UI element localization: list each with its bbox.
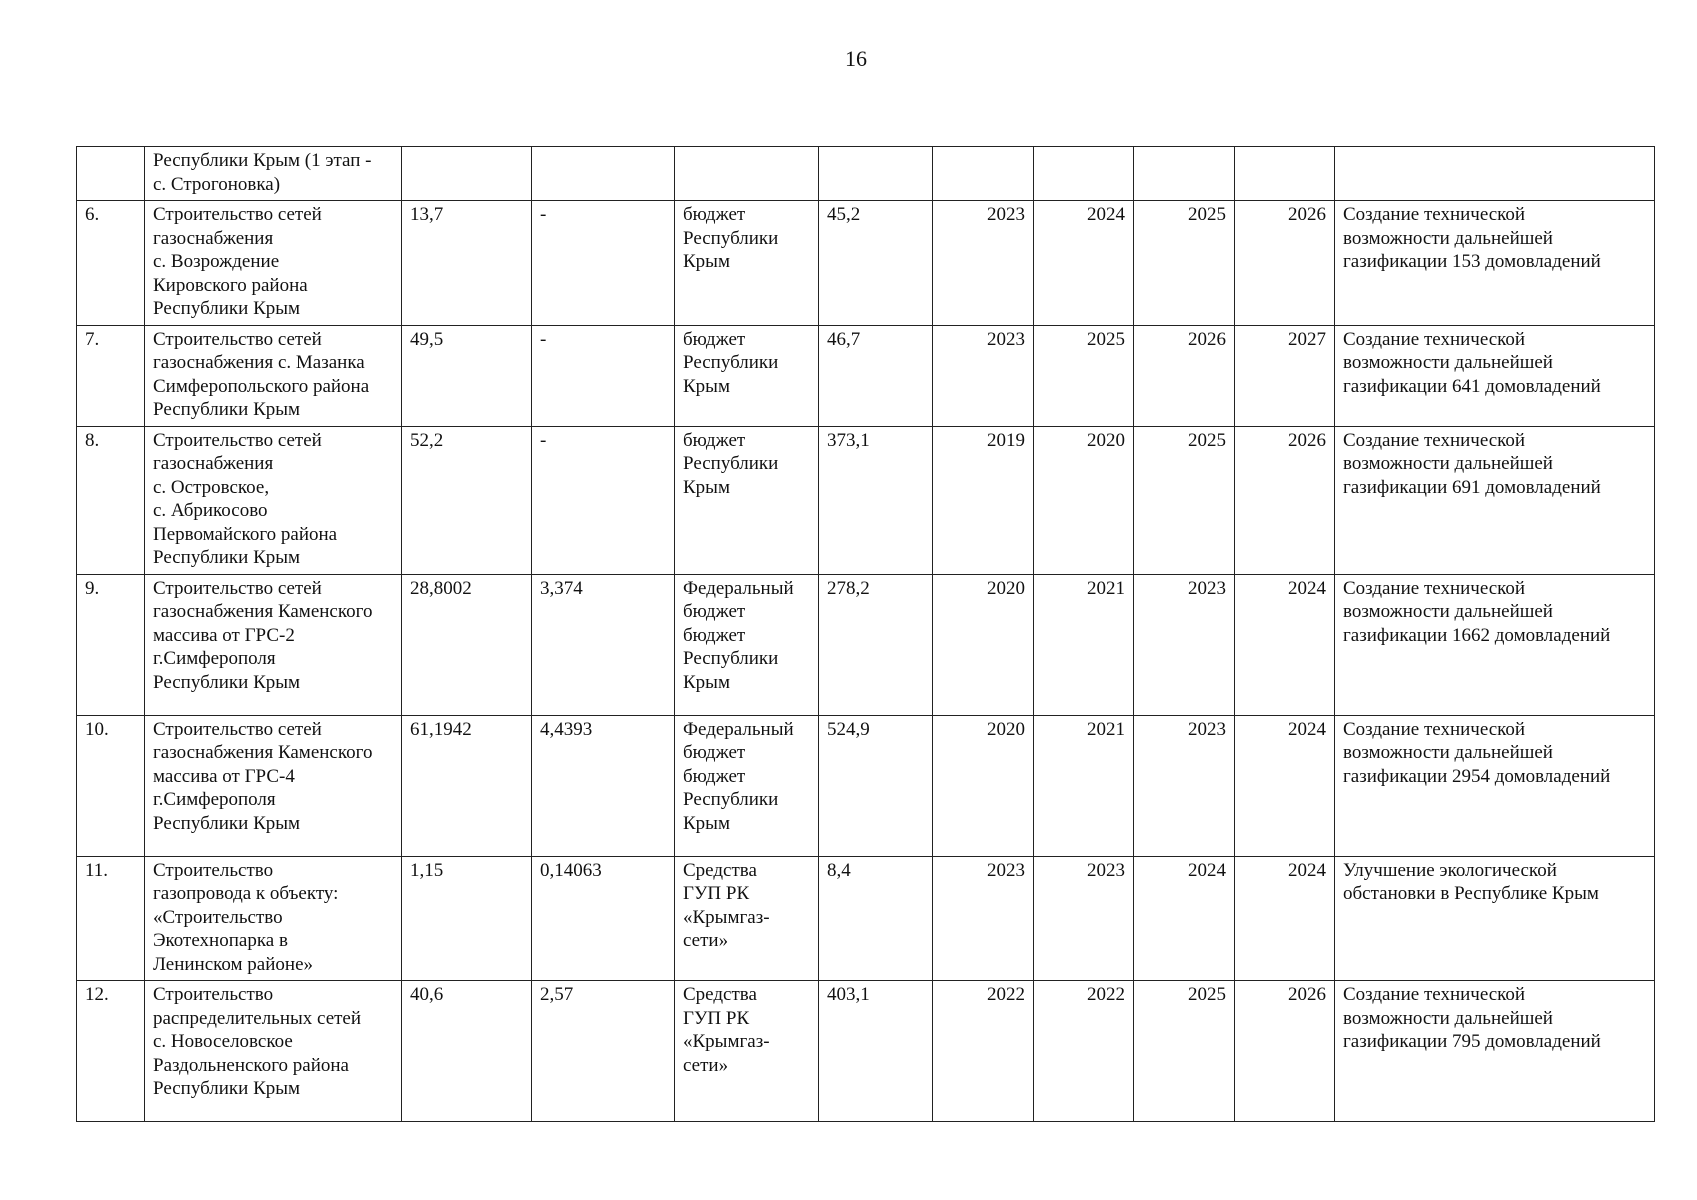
secondary-value: 0,14063 (532, 856, 675, 981)
table-row (77, 981, 1655, 1122)
secondary-value: - (532, 325, 675, 426)
capacity-value: 1,15 (402, 856, 532, 981)
secondary-value: 3,374 (532, 574, 675, 715)
funding-source: бюджет Республики Крым (675, 325, 819, 426)
project-name: Строительство сетей газоснабжения с. Мазанка Симферопольского района Республики Крым (145, 325, 402, 426)
secondary-value: - (532, 426, 675, 574)
year-start-design: 2020 (933, 574, 1034, 715)
capacity-value: 61,1942 (402, 715, 532, 856)
secondary-value: - (532, 201, 675, 326)
year-start-design: 2019 (933, 426, 1034, 574)
table-row (77, 715, 1655, 856)
year-end-construction: 2024 (1235, 715, 1335, 856)
year-end-construction: 2026 (1235, 981, 1335, 1122)
row-number: 9. (77, 574, 145, 715)
year-start-construction (1134, 147, 1235, 201)
cost-value (819, 147, 933, 201)
secondary-value (532, 147, 675, 201)
funding-source: Средства ГУП РК «Крымгаз- сети» (675, 981, 819, 1122)
projects-table (76, 146, 1655, 1122)
year-start-design: 2023 (933, 325, 1034, 426)
cost-value: 373,1 (819, 426, 933, 574)
row-number: 11. (77, 856, 145, 981)
table-row (77, 147, 1655, 201)
secondary-value: 2,57 (532, 981, 675, 1122)
row-number: 10. (77, 715, 145, 856)
year-start-construction: 2025 (1134, 201, 1235, 326)
secondary-value: 4,4393 (532, 715, 675, 856)
project-name: Строительство газопровода к объекту: «Строительство Экотехнопарка в Ленинском районе» (145, 856, 402, 981)
table-row (77, 426, 1655, 574)
year-end-construction: 2026 (1235, 426, 1335, 574)
capacity-value (402, 147, 532, 201)
table-row (77, 856, 1655, 981)
funding-source: бюджет Республики Крым (675, 426, 819, 574)
year-end-design: 2025 (1034, 325, 1134, 426)
funding-source (675, 147, 819, 201)
cost-value: 524,9 (819, 715, 933, 856)
table-row (77, 574, 1655, 715)
year-end-design: 2021 (1034, 574, 1134, 715)
year-end-design: 2022 (1034, 981, 1134, 1122)
row-number: 8. (77, 426, 145, 574)
capacity-value: 28,8002 (402, 574, 532, 715)
year-end-design: 2021 (1034, 715, 1134, 856)
year-end-design: 2024 (1034, 201, 1134, 326)
expected-result (1335, 147, 1655, 201)
year-start-construction: 2026 (1134, 325, 1235, 426)
page-number: 16 (845, 46, 867, 71)
expected-result: Создание технической возможности дальнейшей газификации 795 домовладений (1335, 981, 1655, 1122)
row-number: 7. (77, 325, 145, 426)
capacity-value: 49,5 (402, 325, 532, 426)
year-end-design: 2023 (1034, 856, 1134, 981)
year-end-construction: 2024 (1235, 574, 1335, 715)
cost-value: 278,2 (819, 574, 933, 715)
cost-value: 46,7 (819, 325, 933, 426)
year-start-design: 2022 (933, 981, 1034, 1122)
expected-result: Создание технической возможности дальнейшей газификации 1662 домовладений (1335, 574, 1655, 715)
funding-source: Федеральный бюджет бюджет Республики Крым (675, 574, 819, 715)
year-start-construction: 2024 (1134, 856, 1235, 981)
year-end-construction: 2027 (1235, 325, 1335, 426)
year-start-construction: 2023 (1134, 574, 1235, 715)
year-start-construction: 2023 (1134, 715, 1235, 856)
year-start-design (933, 147, 1034, 201)
expected-result: Создание технической возможности дальнейшей газификации 691 домовладений (1335, 426, 1655, 574)
cost-value: 45,2 (819, 201, 933, 326)
expected-result: Создание технической возможности дальнейшей газификации 153 домовладений (1335, 201, 1655, 326)
year-start-design: 2020 (933, 715, 1034, 856)
cost-value: 403,1 (819, 981, 933, 1122)
year-end-construction: 2026 (1235, 201, 1335, 326)
cost-value: 8,4 (819, 856, 933, 981)
expected-result: Создание технической возможности дальнейшей газификации 641 домовладений (1335, 325, 1655, 426)
project-name: Республики Крым (1 этап - с. Строгоновка) (145, 147, 402, 201)
capacity-value: 40,6 (402, 981, 532, 1122)
funding-source: Федеральный бюджет бюджет Республики Крым (675, 715, 819, 856)
project-name: Строительство сетей газоснабжения Каменского массива от ГРС-2 г.Симферополя Республики Крым (145, 574, 402, 715)
project-name: Строительство сетей газоснабжения Каменского массива от ГРС-4 г.Симферополя Республики Крым (145, 715, 402, 856)
table-row (77, 325, 1655, 426)
capacity-value: 52,2 (402, 426, 532, 574)
row-number (77, 147, 145, 201)
project-name: Строительство сетей газоснабжения с. Островское, с. Абрикосово Первомайского района Республики Крым (145, 426, 402, 574)
funding-source: Средства ГУП РК «Крымгаз- сети» (675, 856, 819, 981)
row-number: 6. (77, 201, 145, 326)
expected-result: Улучшение экологической обстановки в Республике Крым (1335, 856, 1655, 981)
project-name: Строительство распределительных сетей с. Новоселовское Раздольненского района Республики Крым (145, 981, 402, 1122)
row-number: 12. (77, 981, 145, 1122)
year-start-construction: 2025 (1134, 426, 1235, 574)
project-name: Строительство сетей газоснабжения с. Возрождение Кировского района Республики Крым (145, 201, 402, 326)
table-row (77, 201, 1655, 326)
capacity-value: 13,7 (402, 201, 532, 326)
year-start-design: 2023 (933, 856, 1034, 981)
year-end-design (1034, 147, 1134, 201)
expected-result: Создание технической возможности дальнейшей газификации 2954 домовладений (1335, 715, 1655, 856)
year-start-construction: 2025 (1134, 981, 1235, 1122)
year-end-construction (1235, 147, 1335, 201)
year-end-construction: 2024 (1235, 856, 1335, 981)
year-end-design: 2020 (1034, 426, 1134, 574)
funding-source: бюджет Республики Крым (675, 201, 819, 326)
year-start-design: 2023 (933, 201, 1034, 326)
